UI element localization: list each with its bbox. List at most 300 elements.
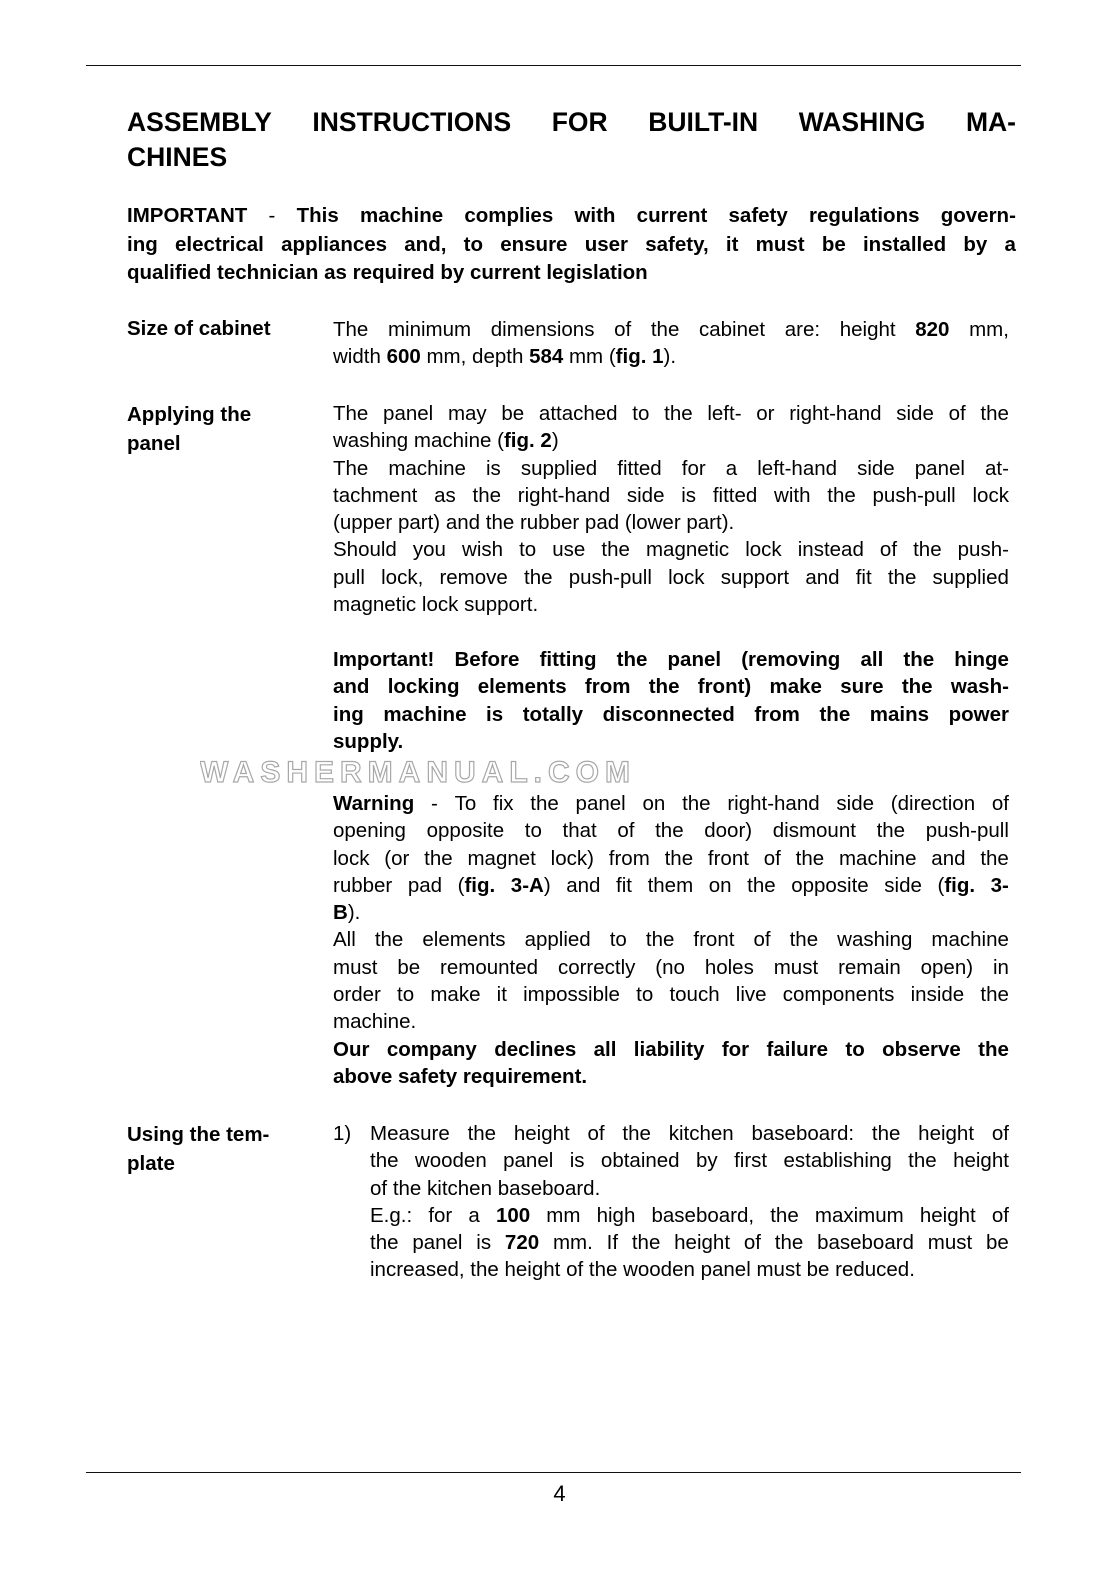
word: in — [992, 955, 1009, 979]
word: push-pull — [925, 819, 1009, 843]
word: power — [948, 702, 1009, 726]
word: to — [397, 983, 415, 1007]
word: the — [472, 483, 502, 507]
word: right-hand — [789, 402, 882, 425]
word: machine — [383, 702, 467, 726]
word: holes — [704, 955, 754, 979]
word: mm, — [426, 345, 467, 369]
word: correctly — [557, 955, 636, 979]
word: all — [860, 648, 884, 671]
word: of — [614, 318, 632, 341]
word: inside — [910, 983, 965, 1007]
header-rule — [86, 65, 1021, 66]
word: maximum — [814, 1203, 904, 1227]
word: support. — [464, 593, 539, 617]
text-line — [333, 926, 1009, 953]
text-line — [127, 259, 1016, 288]
section-body-size-of-cabinet — [333, 316, 1009, 371]
word: the — [980, 402, 1009, 425]
word: establishing — [783, 1149, 892, 1173]
word: the — [747, 873, 776, 897]
word: height — [918, 1122, 975, 1145]
word: appliances — [281, 232, 388, 256]
word: WASHING — [798, 107, 926, 137]
word: 3- — [990, 873, 1009, 897]
word: pad — [584, 511, 620, 535]
word: reduced. — [835, 1258, 915, 1282]
page-number: 4 — [553, 1481, 566, 1506]
label-line: Using the tem- — [127, 1123, 270, 1146]
section-label-using-the-template — [127, 1121, 317, 1178]
word: tachment — [333, 483, 418, 507]
word: lock, — [381, 565, 424, 589]
word: them — [647, 873, 694, 897]
word: front — [693, 928, 735, 952]
important-notice — [127, 202, 1016, 288]
word: the — [392, 1176, 422, 1200]
word: the — [978, 1037, 1009, 1061]
word: must — [333, 955, 378, 979]
word: magnet — [467, 846, 536, 870]
word: of — [566, 1258, 584, 1282]
text-line — [333, 400, 1009, 427]
word: machine — [931, 928, 1009, 952]
word: and, — [404, 232, 447, 256]
word: (fig. — [937, 873, 976, 897]
word: requirement. — [462, 1064, 588, 1088]
word: The — [333, 402, 369, 425]
word: B). — [333, 901, 361, 925]
word: that — [562, 819, 597, 843]
word: Measure — [370, 1122, 450, 1145]
text-line — [333, 343, 1009, 370]
word: touch — [669, 983, 720, 1007]
word: lock — [745, 538, 782, 562]
text-line — [333, 845, 1009, 872]
word: - — [268, 204, 276, 227]
text-line — [370, 1256, 1009, 1283]
word: minimum — [387, 318, 472, 341]
word: fitting — [539, 648, 597, 671]
word: to — [524, 819, 542, 843]
word: BUILT-IN — [648, 107, 759, 137]
word: the — [374, 928, 404, 952]
text-line — [333, 455, 1009, 482]
text-line — [333, 673, 1009, 700]
word: to — [463, 232, 484, 256]
word: the — [795, 846, 825, 870]
word: dimensions — [490, 318, 595, 341]
word: E.g.: — [370, 1203, 413, 1227]
word: side — [836, 792, 875, 815]
word: machine — [388, 456, 466, 480]
word: the — [980, 983, 1009, 1007]
text-line — [333, 482, 1009, 509]
word: INSTRUCTIONS — [312, 107, 512, 137]
word: and — [333, 675, 370, 699]
word: to — [636, 983, 654, 1007]
word: of — [370, 1176, 388, 1200]
word: baseboard, — [651, 1203, 755, 1227]
word: panel — [700, 1258, 751, 1282]
text-line — [370, 1147, 1009, 1174]
word: height — [504, 1258, 561, 1282]
word: it — [496, 983, 507, 1007]
word: use — [552, 538, 586, 562]
word: door) — [704, 819, 753, 843]
word: of — [763, 846, 781, 870]
word: technician — [217, 261, 319, 284]
word: are: — [784, 318, 821, 341]
word: electrical — [174, 232, 264, 256]
word: magnetic — [333, 593, 417, 617]
word: right-hand — [727, 792, 820, 815]
word: CHINES — [127, 142, 228, 172]
word: IMPORTANT — [127, 204, 248, 227]
word: the — [650, 318, 680, 341]
word: the — [470, 1258, 499, 1282]
word: from — [608, 846, 650, 870]
footer-rule — [86, 1472, 1021, 1473]
word: be — [821, 232, 846, 256]
word: open) — [920, 955, 974, 979]
word: totally — [522, 702, 584, 726]
word: from — [584, 675, 631, 699]
word: order — [333, 983, 381, 1007]
word: a — [468, 1203, 480, 1227]
word: panel — [667, 648, 722, 671]
section-body-important-warning — [333, 646, 1009, 755]
word: ing — [127, 232, 158, 256]
label-line: Applying the — [127, 403, 252, 426]
word: supplied — [520, 456, 598, 480]
word: and — [931, 846, 966, 870]
word: The — [333, 456, 369, 480]
word: front — [707, 846, 749, 870]
watermark: WASHERMANUAL.COM — [200, 760, 636, 786]
word: fix — [493, 792, 514, 815]
word: (fig. — [608, 345, 647, 369]
word: all — [593, 1037, 617, 1061]
word: the — [901, 675, 933, 699]
word: is — [681, 483, 697, 507]
word: of — [743, 1231, 761, 1255]
word: the — [655, 819, 684, 843]
word: (no — [655, 955, 685, 979]
word: ensure — [500, 232, 568, 256]
word: must — [927, 1231, 973, 1255]
word: make — [430, 983, 481, 1007]
section-body-warning-right-hand — [333, 790, 1009, 1090]
word: lock — [668, 565, 705, 589]
word: height — [953, 1149, 1009, 1173]
word: on — [708, 873, 732, 897]
word: with — [574, 204, 616, 227]
word: current — [469, 261, 541, 284]
word: company — [386, 1037, 477, 1061]
text-line — [127, 231, 1016, 260]
word: as — [434, 483, 456, 507]
word: the — [601, 538, 630, 562]
word: and — [566, 873, 601, 897]
watermark-band — [200, 760, 920, 786]
word: 820 — [915, 318, 950, 341]
word: fitted — [617, 456, 662, 480]
word: Should — [333, 538, 397, 562]
word: the — [485, 511, 515, 535]
word: side — [857, 456, 895, 480]
word: panel — [575, 792, 626, 815]
word: locking — [387, 675, 460, 699]
word: machine — [413, 429, 492, 453]
word: lock — [972, 483, 1009, 507]
list-item-number: 1) — [333, 1122, 352, 1145]
word: the — [370, 1149, 399, 1173]
word: side — [884, 873, 922, 897]
word: height — [674, 1231, 731, 1255]
word: a — [1004, 232, 1016, 256]
word: - — [431, 792, 438, 815]
word: to — [845, 1037, 865, 1061]
text-line — [333, 981, 1009, 1008]
word: safety, — [645, 232, 709, 256]
word: current — [636, 204, 708, 227]
word: Important! — [333, 648, 435, 671]
word: the — [980, 846, 1009, 870]
word: (upper — [333, 511, 393, 535]
word: push-pull — [872, 483, 956, 507]
word: baseboard — [817, 1231, 914, 1255]
word: the — [827, 483, 856, 507]
word: pad — [407, 873, 443, 897]
word: as — [324, 261, 347, 284]
word: declines — [494, 1037, 577, 1061]
word: This — [296, 204, 339, 227]
word: (lower — [624, 511, 681, 535]
word: regulations — [809, 204, 920, 227]
word: it — [725, 232, 739, 256]
word: mm — [568, 345, 604, 369]
word: the — [819, 702, 851, 726]
word: depth — [472, 345, 524, 369]
text-line — [333, 509, 1009, 536]
word: pull — [333, 565, 365, 589]
word: left- — [707, 402, 742, 425]
word: part). — [686, 511, 735, 535]
word: required — [352, 261, 435, 284]
word: Our — [333, 1037, 370, 1061]
word: 3-A) — [510, 873, 551, 897]
word: hinge — [954, 648, 1009, 671]
word: fit — [855, 565, 872, 589]
word: the — [770, 1203, 799, 1227]
word: the — [682, 792, 711, 815]
word: on — [642, 792, 666, 815]
word: of — [617, 819, 635, 843]
word: for — [428, 1203, 453, 1227]
word: FOR — [551, 107, 608, 137]
word: be — [397, 955, 421, 979]
page-title — [127, 105, 1016, 175]
section-label-applying-the-panel — [127, 401, 317, 458]
word: sure — [840, 675, 884, 699]
word: the — [903, 648, 935, 671]
word: 2) — [540, 429, 559, 453]
word: machine — [359, 204, 444, 227]
word: rubber — [519, 511, 580, 535]
word: increased, — [370, 1258, 465, 1282]
word: to — [632, 402, 650, 425]
word: for — [721, 1037, 750, 1061]
text-line — [333, 536, 1009, 563]
word: height — [839, 318, 896, 341]
word: attached — [538, 402, 618, 425]
word: 100 — [495, 1203, 531, 1227]
word: by — [440, 261, 465, 284]
word: the — [467, 1122, 497, 1145]
text-line — [333, 701, 1009, 728]
text-line — [333, 316, 1009, 343]
word: of — [879, 538, 898, 562]
word: height — [919, 1203, 976, 1227]
word: user — [584, 232, 628, 256]
word: To — [454, 792, 477, 815]
word: mm — [546, 1203, 581, 1227]
word: of — [587, 1122, 605, 1145]
word: (direction — [890, 792, 976, 815]
word: machine — [838, 846, 917, 870]
word: panel — [412, 1231, 463, 1255]
word: 1). — [652, 345, 677, 369]
word: the — [664, 402, 693, 425]
word: lock) — [550, 846, 594, 870]
word: components — [782, 983, 895, 1007]
word: may — [447, 402, 487, 425]
word: of — [991, 792, 1009, 815]
word: washing — [837, 928, 913, 952]
word: applied — [524, 928, 591, 952]
text-line — [333, 817, 1009, 844]
word: cabinet — [699, 318, 766, 341]
word: ing — [333, 702, 364, 726]
word: failure — [766, 1037, 829, 1061]
word: remain — [838, 955, 901, 979]
word: is — [476, 1231, 492, 1255]
word: If — [606, 1231, 619, 1255]
word: 600 — [386, 345, 421, 369]
word: (or — [384, 846, 410, 870]
word: by — [963, 232, 988, 256]
word: govern- — [940, 204, 1016, 227]
word: high — [596, 1203, 636, 1227]
word: panel — [383, 402, 434, 425]
word: remounted — [440, 955, 539, 979]
text-line — [333, 427, 1009, 454]
word: magnetic — [645, 538, 730, 562]
word: left-hand — [757, 456, 838, 480]
word: front) — [697, 675, 752, 699]
word: the — [645, 928, 675, 952]
text-line — [370, 1229, 1009, 1256]
word: opposite — [791, 873, 869, 897]
word: the — [631, 1231, 661, 1255]
word: (fig. — [457, 873, 496, 897]
word: opening — [333, 819, 406, 843]
word: the — [530, 792, 559, 815]
word: support — [720, 565, 790, 589]
word: the — [648, 675, 680, 699]
word: with — [774, 483, 811, 507]
label-line: Size of cabinet — [127, 317, 271, 340]
text-line — [333, 646, 1009, 673]
word: legislation — [546, 261, 648, 284]
word: MA- — [965, 107, 1016, 137]
text-line — [127, 140, 1016, 175]
word: the — [370, 1231, 399, 1255]
text-line — [370, 1175, 1009, 1202]
text-line — [333, 954, 1009, 981]
word: of — [753, 928, 771, 952]
word: and — [445, 511, 481, 535]
word: width — [333, 345, 381, 369]
text-line — [333, 872, 1009, 899]
word: the — [913, 538, 942, 562]
word: the — [524, 565, 553, 589]
word: (removing — [741, 648, 841, 671]
word: at- — [985, 456, 1009, 480]
word: be — [806, 1258, 830, 1282]
text-line — [370, 1120, 1009, 1147]
word: is — [485, 456, 501, 480]
word: rubber — [333, 873, 393, 897]
section-label-size-of-cabinet — [127, 315, 317, 344]
word: push-pull — [568, 565, 652, 589]
word: ASSEMBLY — [127, 107, 272, 137]
word: fitted — [712, 483, 758, 507]
word: the — [664, 846, 694, 870]
text-line — [333, 899, 1009, 926]
section-body-applying-the-panel-p1 — [333, 400, 1009, 618]
word: lock — [333, 846, 370, 870]
word: complies — [464, 204, 554, 227]
word: height — [513, 1122, 570, 1145]
word: kitchen — [427, 1176, 492, 1200]
word: mains — [869, 702, 930, 726]
text-line — [333, 591, 1009, 618]
word: wooden — [623, 1258, 695, 1282]
word: the — [616, 648, 648, 671]
word: lock — [421, 593, 459, 617]
word: from — [754, 702, 800, 726]
word: Before — [454, 648, 520, 671]
word: side — [896, 402, 934, 425]
word: the — [908, 1149, 937, 1173]
word: mm, — [969, 318, 1009, 341]
text-line — [333, 1063, 1009, 1090]
text-line — [333, 728, 1009, 755]
word: Warning — [333, 792, 415, 815]
word: opposite — [426, 819, 505, 843]
word: disconnected — [602, 702, 735, 726]
text-line — [127, 202, 1016, 231]
word: push- — [957, 538, 1009, 562]
word: supplied — [932, 565, 1009, 589]
text-line — [333, 564, 1009, 591]
word: is — [486, 702, 504, 726]
word: to — [609, 928, 627, 952]
word: instead — [797, 538, 864, 562]
text-line — [333, 1008, 1009, 1035]
